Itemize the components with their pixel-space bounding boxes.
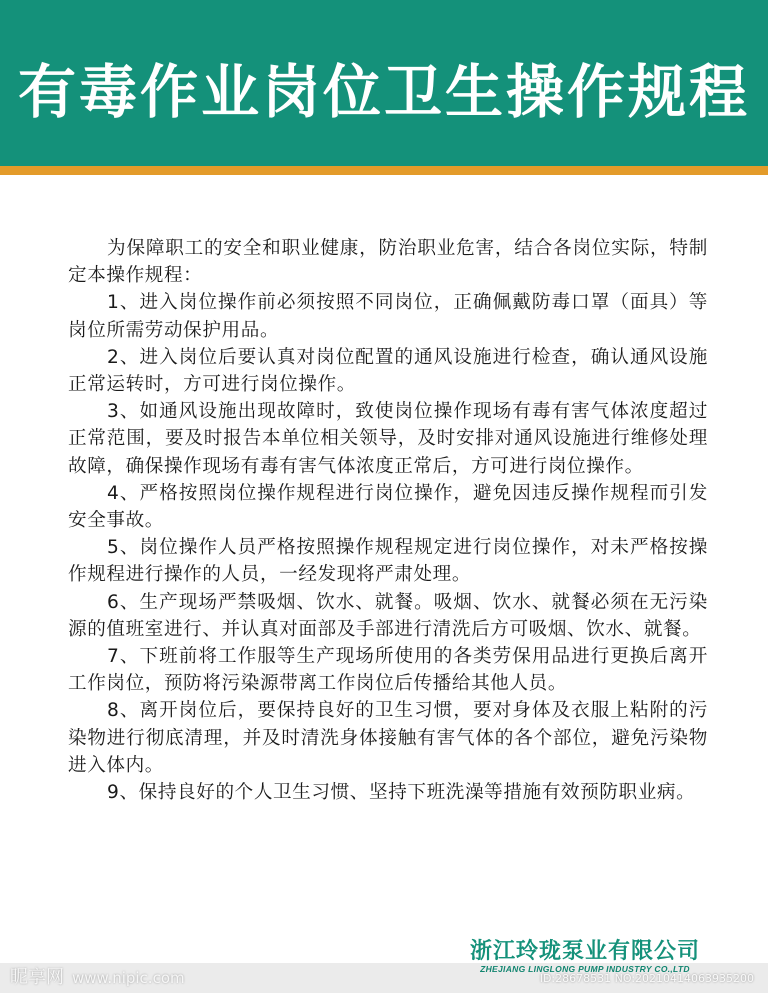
company-name-en: ZHEJIANG LINGLONG PUMP INDUSTRY CO.,LTD: [480, 964, 690, 974]
watermark-logo-text: 昵享网: [10, 967, 64, 988]
watermark-site: www.nipic.com: [72, 969, 185, 987]
rule-item-2: 2、进入岗位后要认真对岗位配置的通风设施进行检查，确认通风设施正常运转时，方可进行岗位操作。: [68, 346, 708, 396]
rule-item-6: 6、生产现场严禁吸烟、饮水、就餐。吸烟、饮水、就餐必须在无污染源的值班室进行、并认真对面部及手部进行清洗后方可吸烟、饮水、就餐。: [68, 591, 708, 640]
rule-item-8: 8、离开岗位后，要保持良好的卫生习惯，要对身体及衣服上粘附的污染物进行彻底清理，并及时清洗身体接触有害气体的各个部位，避免污染物进入体内。: [68, 700, 708, 776]
header-banner: [0, 0, 768, 166]
watermark-id: ID:28678531 NO:20210414063935200: [539, 972, 754, 985]
watermark-bar: [0, 963, 768, 993]
rule-item-3: 3、如通风设施出现故障时，致使岗位操作现场有毒有害气体浓度超过正常范围，要及时报告本单位相关领导，及时安排对通风设施进行维修处理故障，确保操作现场有毒有害气体浓度正常后，方可进行岗位操作。: [68, 401, 708, 477]
header-accent-stripe: [0, 166, 768, 175]
company-name-cn: 浙江玲珑泵业有限公司: [469, 938, 700, 964]
rule-item-1: 1、进入岗位操作前必须按照不同岗位，正确佩戴防毒口罩（面具）等岗位所需劳动保护用品。: [68, 292, 708, 341]
rule-item-7: 7、下班前将工作服等生产现场所使用的各类劳保用品进行更换后离开工作岗位，预防将污染源带离工作岗位后传播给其他人员。: [68, 646, 708, 695]
rule-item-4: 4、严格按照岗位操作规程进行岗位操作，避免因违反操作规程而引发安全事故。: [68, 482, 708, 532]
watermark-logo: [10, 963, 185, 989]
rule-item-5: 5、岗位操作人员严格按照操作规程规定进行岗位操作，对未严格按操作规程进行操作的人员，一经发现将严肃处理。: [68, 537, 708, 586]
intro-paragraph: 为保障职工的安全和职业健康，防治职业危害，结合各岗位实际，特制定本操作规程：: [68, 238, 708, 287]
page-title: 有毒作业岗位卫生操作规程: [17, 58, 750, 126]
rule-item-9: 9、保持良好的个人卫生习惯、坚持下班洗澡等措施有效预防职业病。: [107, 782, 696, 804]
regulation-body: [68, 235, 708, 806]
